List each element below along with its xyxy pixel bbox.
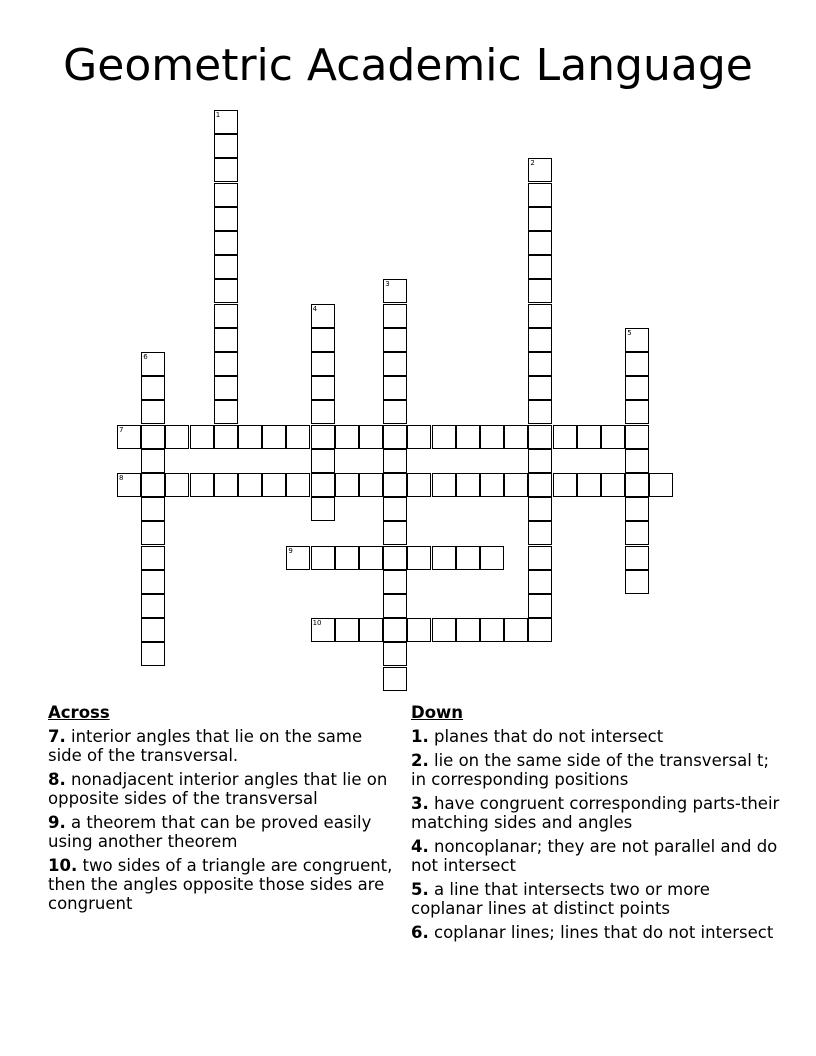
grid-cell[interactable] xyxy=(407,473,431,497)
grid-cell[interactable] xyxy=(504,618,528,642)
grid-cell[interactable] xyxy=(625,449,649,473)
grid-cell[interactable] xyxy=(383,279,407,303)
grid-cell[interactable] xyxy=(528,158,552,182)
grid-cell[interactable] xyxy=(407,546,431,570)
grid-cell[interactable] xyxy=(311,449,335,473)
grid-cell[interactable] xyxy=(553,473,577,497)
clue-number-label: 7. xyxy=(48,727,66,746)
across-clue xyxy=(48,727,398,765)
grid-cell[interactable] xyxy=(311,618,335,642)
down-clue xyxy=(411,880,781,918)
clue-text: lie on the same side of the transversal t; in corresponding positions xyxy=(411,751,770,789)
grid-cell[interactable] xyxy=(165,473,189,497)
grid-cell[interactable] xyxy=(625,425,649,449)
grid-cell[interactable] xyxy=(214,425,238,449)
clue-number: 3 xyxy=(385,280,390,289)
grid-cell[interactable] xyxy=(335,425,359,449)
grid-cell[interactable] xyxy=(311,400,335,424)
grid-cell[interactable] xyxy=(480,425,504,449)
grid-cell[interactable] xyxy=(432,473,456,497)
clue-number-label: 9. xyxy=(48,813,66,832)
clue-text: a line that intersects two or more coplanar lines at distinct points xyxy=(411,880,710,918)
down-heading: Down xyxy=(411,703,464,722)
grid-cell[interactable] xyxy=(214,110,238,134)
puzzle-title: Geometric Academic Language xyxy=(63,40,753,91)
grid-cell[interactable] xyxy=(262,473,286,497)
grid-cell[interactable] xyxy=(383,521,407,545)
grid-cell[interactable] xyxy=(528,352,552,376)
down-clue xyxy=(411,794,781,832)
grid-cell[interactable] xyxy=(311,546,335,570)
across-heading: Across xyxy=(48,703,110,722)
grid-cell[interactable] xyxy=(214,158,238,182)
grid-cell[interactable] xyxy=(528,400,552,424)
grid-cell[interactable] xyxy=(407,618,431,642)
grid-cell[interactable] xyxy=(359,473,383,497)
clue-number-label: 8. xyxy=(48,770,66,789)
grid-cell[interactable] xyxy=(601,473,625,497)
grid-cell[interactable] xyxy=(480,618,504,642)
grid-cell[interactable] xyxy=(528,328,552,352)
grid-cell[interactable] xyxy=(553,425,577,449)
grid-cell[interactable] xyxy=(528,497,552,521)
down-clue xyxy=(411,837,781,875)
clue-text: a theorem that can be proved easily using another theorem xyxy=(48,813,372,851)
grid-cell[interactable] xyxy=(577,473,601,497)
grid-cell[interactable] xyxy=(504,425,528,449)
clue-number: 2 xyxy=(530,159,535,168)
grid-cell[interactable] xyxy=(286,546,310,570)
grid-cell[interactable] xyxy=(141,642,165,666)
clue-text: interior angles that lie on the same side of the transversal. xyxy=(48,727,363,765)
grid-cell[interactable] xyxy=(528,183,552,207)
down-clues xyxy=(411,703,781,947)
clue-number-label: 1. xyxy=(411,727,429,746)
grid-cell[interactable] xyxy=(528,425,552,449)
clue-number: 8 xyxy=(119,474,124,482)
grid-cell[interactable] xyxy=(214,376,238,400)
grid-cell[interactable] xyxy=(528,449,552,473)
grid-cell[interactable] xyxy=(214,400,238,424)
grid-cell[interactable] xyxy=(165,425,189,449)
down-clue xyxy=(411,727,781,746)
grid-cell[interactable] xyxy=(625,570,649,594)
grid-cell[interactable] xyxy=(625,546,649,570)
grid-cell[interactable] xyxy=(528,231,552,255)
grid-cell[interactable] xyxy=(214,134,238,158)
grid-cell[interactable] xyxy=(311,425,335,449)
across-clue xyxy=(48,770,398,808)
grid-cell[interactable] xyxy=(383,618,407,642)
grid-cell[interactable] xyxy=(214,279,238,303)
grid-cell[interactable] xyxy=(286,473,310,497)
clue-text: nonadjacent interior angles that lie on opposite sides of the transversal xyxy=(48,770,388,808)
grid-cell[interactable] xyxy=(601,425,625,449)
grid-cell[interactable] xyxy=(432,618,456,642)
grid-cell[interactable] xyxy=(528,376,552,400)
grid-cell[interactable] xyxy=(117,473,141,497)
grid-cell[interactable] xyxy=(214,328,238,352)
across-clue xyxy=(48,856,398,913)
grid-cell[interactable] xyxy=(383,352,407,376)
grid-cell[interactable] xyxy=(625,352,649,376)
grid-cell[interactable] xyxy=(528,594,552,618)
grid-cell[interactable] xyxy=(141,473,165,497)
grid-cell[interactable] xyxy=(311,473,335,497)
clue-number: 4 xyxy=(312,304,318,313)
grid-cell[interactable] xyxy=(480,473,504,497)
grid-cell[interactable] xyxy=(528,570,552,594)
grid-cell[interactable] xyxy=(383,642,407,666)
grid-cell[interactable] xyxy=(190,473,214,497)
grid-cell[interactable] xyxy=(625,521,649,545)
grid-cell[interactable] xyxy=(141,546,165,570)
clue-text: two sides of a triangle are congruent, then the angles opposite those sides are congruent xyxy=(48,856,393,913)
grid-cell[interactable] xyxy=(432,546,456,570)
grid-cell[interactable] xyxy=(286,425,310,449)
clue-number: 1 xyxy=(215,111,221,119)
grid-cell[interactable] xyxy=(383,497,407,521)
clue-number-label: 2. xyxy=(411,751,429,770)
grid-cell[interactable] xyxy=(625,376,649,400)
grid-cell[interactable] xyxy=(238,425,262,449)
clue-number: 10 xyxy=(312,619,322,628)
grid-cell[interactable] xyxy=(383,425,407,449)
grid-cell[interactable] xyxy=(504,473,528,497)
grid-cell[interactable] xyxy=(141,594,165,618)
grid-cell[interactable] xyxy=(335,473,359,497)
grid-cell[interactable] xyxy=(383,594,407,618)
grid-cell[interactable] xyxy=(383,546,407,570)
grid-cell[interactable] xyxy=(383,304,407,328)
grid-cell[interactable] xyxy=(141,497,165,521)
clue-text: planes that do not intersect xyxy=(434,727,664,746)
grid-cell[interactable] xyxy=(117,425,141,449)
grid-cell[interactable] xyxy=(141,449,165,473)
clue-number-label: 5. xyxy=(411,880,429,899)
grid-cell[interactable] xyxy=(577,425,601,449)
grid-cell[interactable] xyxy=(649,473,673,497)
grid-cell[interactable] xyxy=(238,473,262,497)
grid-cell[interactable] xyxy=(383,328,407,352)
down-clue xyxy=(411,751,781,789)
grid-cell[interactable] xyxy=(262,425,286,449)
grid-cell[interactable] xyxy=(311,376,335,400)
grid-cell[interactable] xyxy=(359,618,383,642)
grid-cell[interactable] xyxy=(141,425,165,449)
grid-cell[interactable] xyxy=(456,618,480,642)
grid-cell[interactable] xyxy=(456,473,480,497)
grid-cell[interactable] xyxy=(214,183,238,207)
across-clues xyxy=(48,703,398,918)
grid-cell[interactable] xyxy=(359,425,383,449)
grid-cell[interactable] xyxy=(141,400,165,424)
grid-cell[interactable] xyxy=(625,497,649,521)
clue-number: 7 xyxy=(119,425,124,434)
grid-cell[interactable] xyxy=(528,279,552,303)
clue-number-label: 4. xyxy=(411,837,429,856)
grid-cell[interactable] xyxy=(456,546,480,570)
grid-cell[interactable] xyxy=(528,207,552,231)
grid-cell[interactable] xyxy=(625,400,649,424)
grid-cell[interactable] xyxy=(214,304,238,328)
grid-cell[interactable] xyxy=(335,618,359,642)
grid-cell[interactable] xyxy=(432,425,456,449)
grid-cell[interactable] xyxy=(214,255,238,279)
grid-cell[interactable] xyxy=(335,546,359,570)
down-clue-list xyxy=(411,727,781,942)
grid-cell[interactable] xyxy=(528,255,552,279)
grid-cell[interactable] xyxy=(141,352,165,376)
grid-cell[interactable] xyxy=(407,425,431,449)
grid-cell[interactable] xyxy=(383,473,407,497)
clue-number-label: 6. xyxy=(411,923,429,942)
grid-cell[interactable] xyxy=(214,473,238,497)
grid-cell[interactable] xyxy=(311,352,335,376)
grid-cell[interactable] xyxy=(141,521,165,545)
grid-cell[interactable] xyxy=(190,425,214,449)
clue-number: 6 xyxy=(143,353,148,361)
clue-number: 9 xyxy=(288,546,293,555)
grid-cell[interactable] xyxy=(528,546,552,570)
grid-cell[interactable] xyxy=(625,473,649,497)
grid-cell[interactable] xyxy=(311,304,335,328)
grid-cell[interactable] xyxy=(359,546,383,570)
grid-cell[interactable] xyxy=(311,328,335,352)
grid-cell[interactable] xyxy=(141,570,165,594)
grid-cell[interactable] xyxy=(456,425,480,449)
grid-cell[interactable] xyxy=(214,352,238,376)
grid-cell[interactable] xyxy=(480,546,504,570)
grid-cell[interactable] xyxy=(528,618,552,642)
grid-cell[interactable] xyxy=(214,207,238,231)
clue-text: coplanar lines; lines that do not intersect xyxy=(434,923,774,942)
clue-number: 5 xyxy=(627,328,632,337)
clue-number-label: 10. xyxy=(48,856,78,875)
clue-text: have congruent corresponding parts-their matching sides and angles xyxy=(411,794,780,832)
grid-cell[interactable] xyxy=(383,376,407,400)
grid-cell[interactable] xyxy=(528,473,552,497)
across-clue-list xyxy=(48,727,398,913)
grid-cell[interactable] xyxy=(383,400,407,424)
grid-cell[interactable] xyxy=(141,376,165,400)
grid-cell[interactable] xyxy=(383,570,407,594)
grid-cell[interactable] xyxy=(214,231,238,255)
grid-cell[interactable] xyxy=(528,304,552,328)
grid-cell[interactable] xyxy=(383,667,407,691)
clue-number-label: 3. xyxy=(411,794,429,813)
across-clue xyxy=(48,813,398,851)
clue-text: noncoplanar; they are not parallel and do not intersect xyxy=(411,837,778,875)
grid-cell[interactable] xyxy=(383,449,407,473)
grid-cell[interactable] xyxy=(528,521,552,545)
grid-cell[interactable] xyxy=(311,497,335,521)
grid-cell[interactable] xyxy=(141,618,165,642)
grid-cell[interactable] xyxy=(625,328,649,352)
down-clue xyxy=(411,923,781,942)
